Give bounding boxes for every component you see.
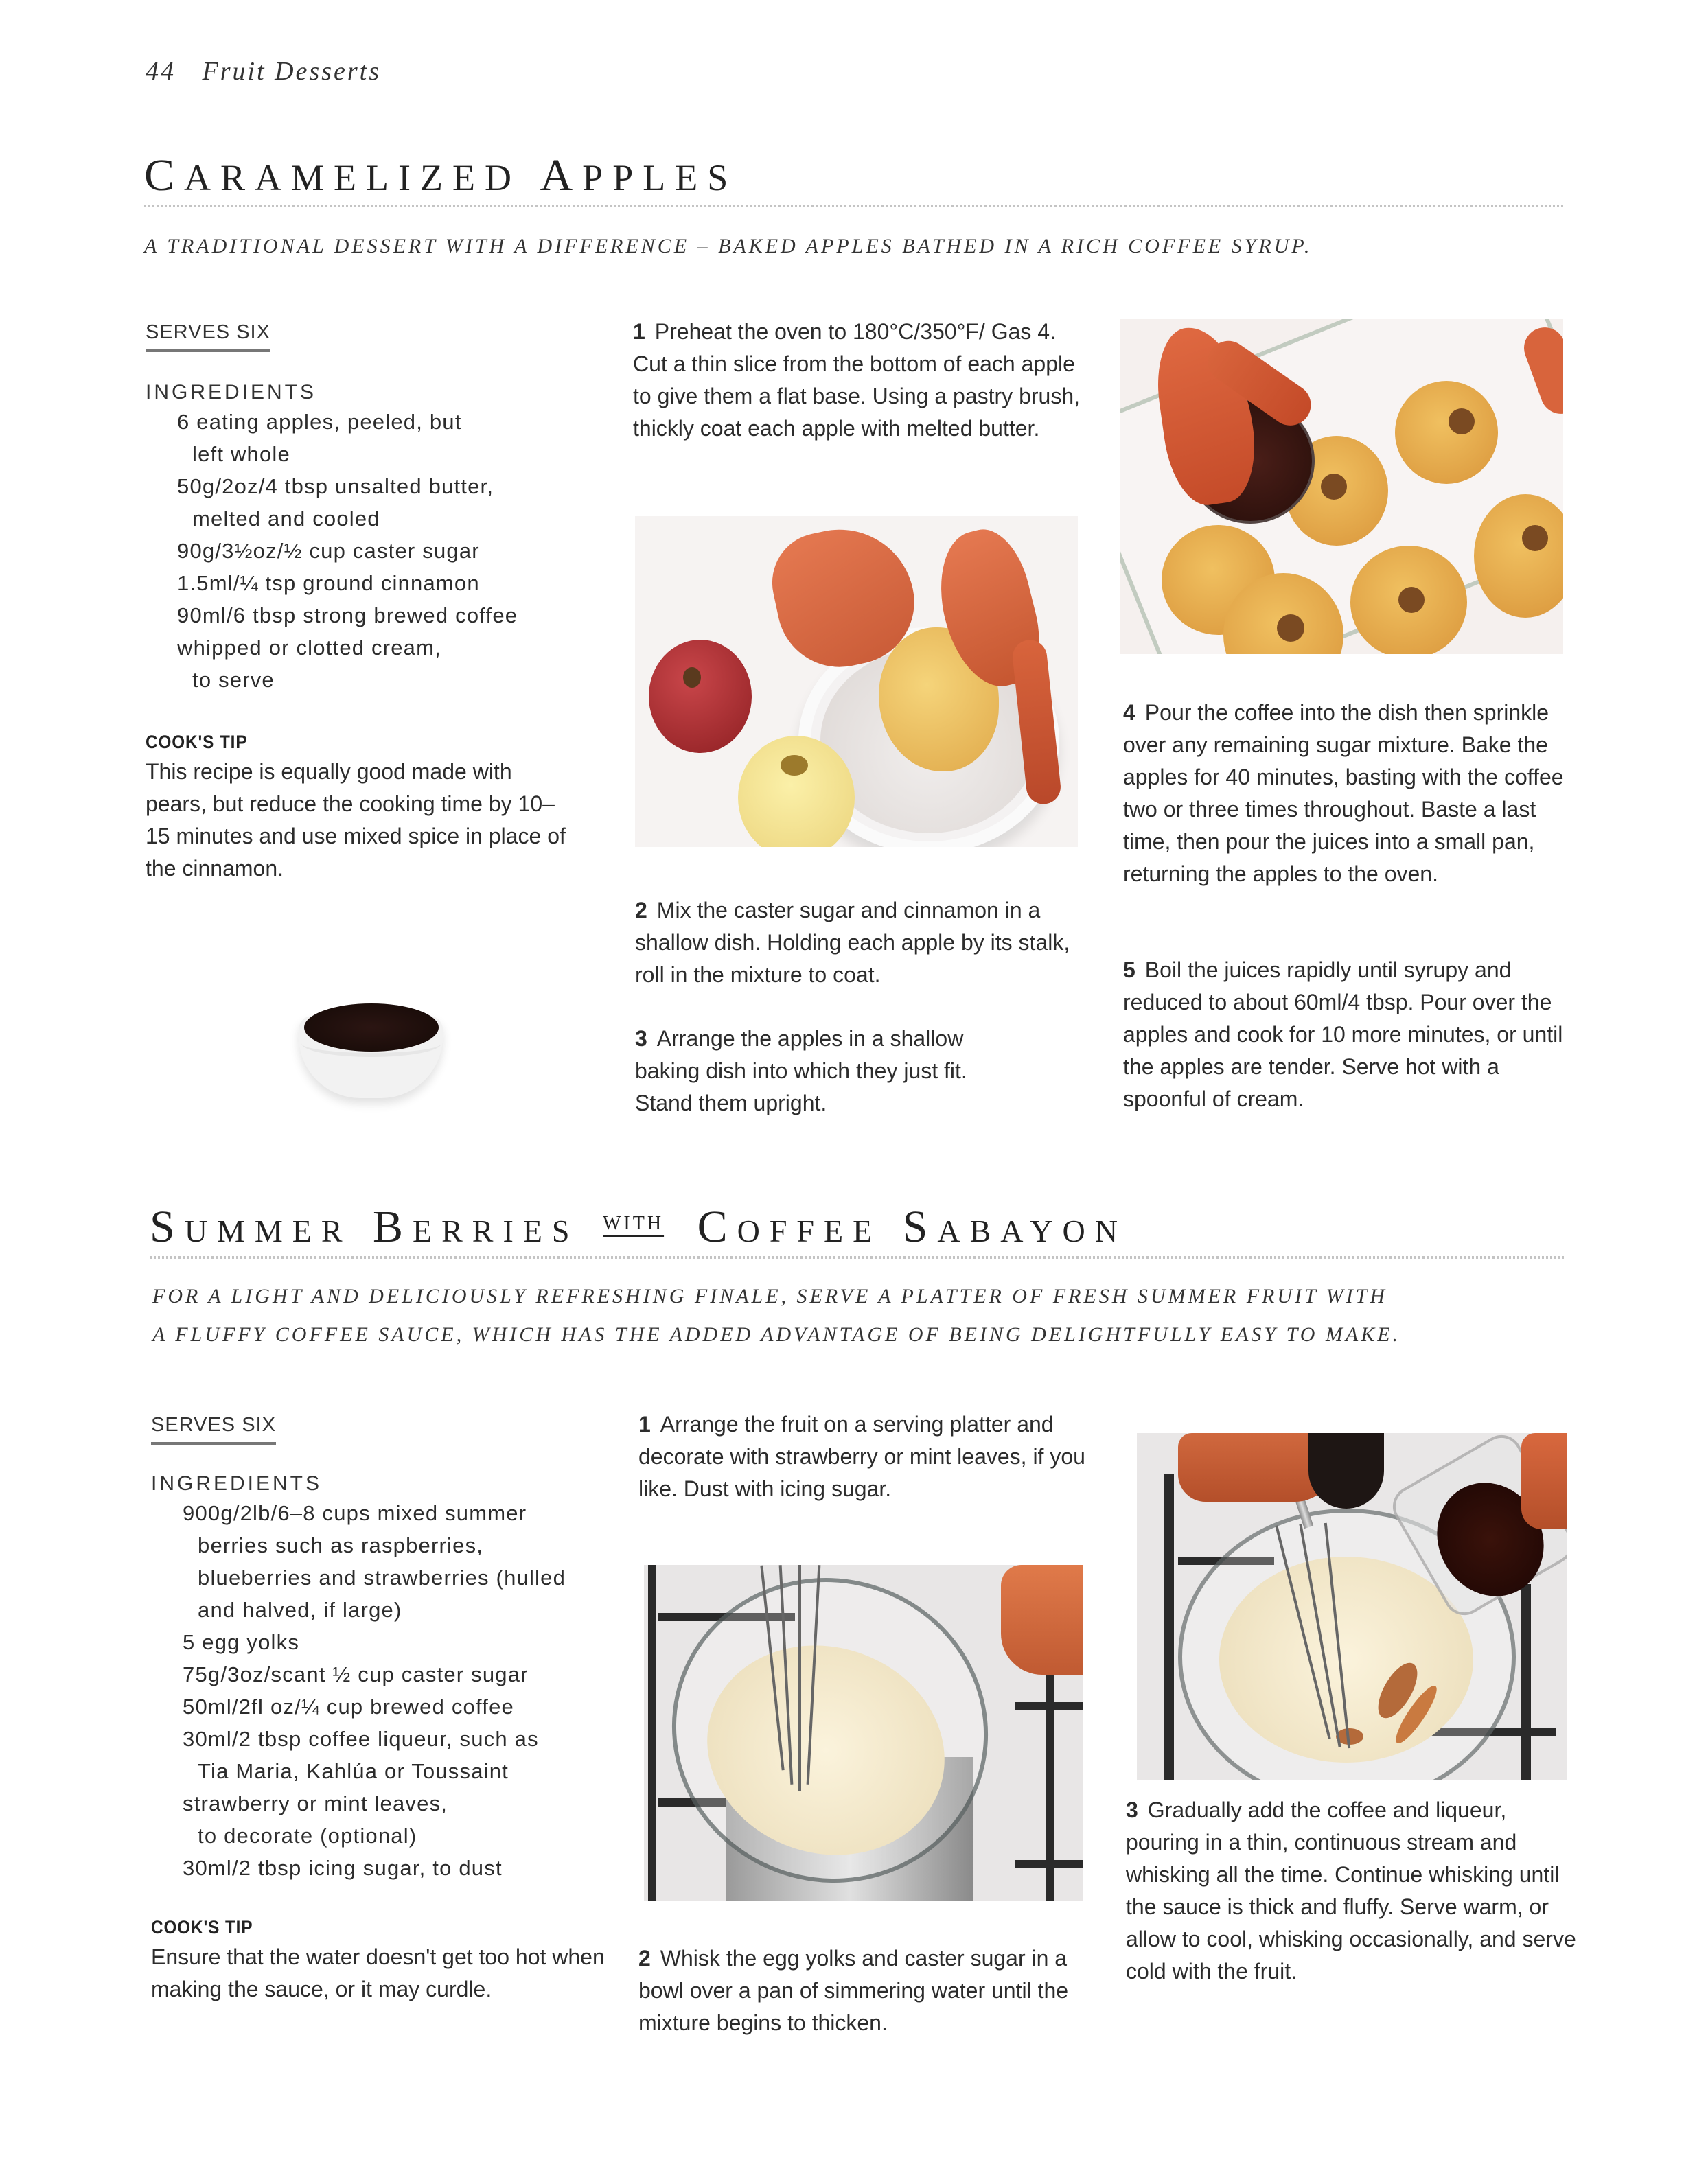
cooks-tip-heading: COOK'S TIP xyxy=(151,1917,253,1938)
running-head xyxy=(146,56,381,86)
title-divider xyxy=(150,1256,1564,1259)
section-name: Fruit Desserts xyxy=(202,57,381,86)
ingredient-item: to serve xyxy=(192,668,275,692)
title-part-right: Coffee Sabayon xyxy=(697,1202,1127,1252)
ingredient-item: 50ml/2fl oz/¼ cup brewed coffee xyxy=(183,1695,514,1719)
cooks-tip-body: Ensure that the water doesn't get too hot when making the sauce, or it may curdle. xyxy=(151,1944,605,2001)
recipe-1-step-2: 2 Mix the caster sugar and cinnamon in a shallow dish. Holding each apple by its stalk, roll in the mixture to coat. xyxy=(635,898,1070,987)
ingredient-item: 900g/2lb/6–8 cups mixed summer xyxy=(183,1501,527,1525)
ingredient-item: and halved, if large) xyxy=(198,1598,402,1622)
recipe-subtitle-line-1: FOR A LIGHT AND DELICIOUSLY REFRESHING FINALE, SERVE A PLATTER OF FRESH SUMMER FRUIT WITH xyxy=(152,1285,1387,1308)
ingredient-item: 6 eating apples, peeled, but xyxy=(177,410,462,434)
ingredient-item: whipped or clotted cream, xyxy=(177,636,441,660)
ingredient-item: 90g/3½oz/½ cup caster sugar xyxy=(177,539,480,563)
recipe-subtitle-line-2: A FLUFFY COFFEE SAUCE, WHICH HAS THE ADDED ADVANTAGE OF BEING DELIGHTFULLY EASY TO MAKE. xyxy=(152,1323,1401,1346)
serves-label: SERVES SIX xyxy=(151,1414,276,1445)
photo-whisking-sabayon xyxy=(644,1565,1083,1901)
photo-rolling-apple-in-sugar xyxy=(635,516,1078,847)
ingredient-item: 1.5ml/¼ tsp ground cinnamon xyxy=(177,571,480,595)
photo-coffee-beans-bowl xyxy=(292,988,457,1119)
ingredient-item: strawberry or mint leaves, xyxy=(183,1791,448,1815)
ingredients-list xyxy=(146,406,585,696)
recipe-1-step-1: 1 Preheat the oven to 180°C/350°F/ Gas 4. Cut a thin slice from the bottom of each apple to give them a flat base. Using a pastry brush, thickly coat each apple with melted butter. xyxy=(633,319,1080,441)
recipe-2-step-3: 3 Gradually add the coffee and liqueur, pouring in a thin, continuous stream and whisking all the time. Continue whisking until the sauce is thick and fluffy. Serve warm, or allow to cool, whisking occasionally, and serve cold with the fruit. xyxy=(1126,1798,1576,1984)
recipe-title-summer-berries xyxy=(150,1201,1127,1253)
ingredients-heading: INGREDIENTS xyxy=(151,1472,323,1495)
ingredient-item: 30ml/2 tbsp icing sugar, to dust xyxy=(183,1856,503,1880)
ingredient-item: 75g/3oz/scant ½ cup caster sugar xyxy=(183,1662,529,1686)
recipe-1-step-3: 3 Arrange the apples in a shallow baking dish into which they just fit. Stand them upright. xyxy=(635,1026,967,1115)
ingredient-item: blueberries and strawberries (hulled xyxy=(198,1566,566,1590)
ingredient-item: 5 egg yolks xyxy=(183,1630,300,1654)
ingredient-item: 90ml/6 tbsp strong brewed coffee xyxy=(177,603,518,627)
title-divider xyxy=(144,205,1564,207)
recipe-1-step-5: 5 Boil the juices rapidly until syrupy and reduced to about 60ml/4 tbsp. Pour over the apples and cook for 10 more minutes, or until the apples are tender. Serve hot with a spoonful of cream. xyxy=(1123,957,1563,1111)
ingredient-item: melted and cooled xyxy=(192,507,380,531)
recipe-1-left-column xyxy=(146,321,585,885)
ingredient-item: Tia Maria, Kahlúa or Toussaint xyxy=(198,1759,509,1783)
cooks-tip-body: This recipe is equally good made with pears, but reduce the cooking time by 10–15 minutes and use mixed spice in place of the cinnamon. xyxy=(146,759,566,881)
title-part-left: Summer Berries xyxy=(150,1202,579,1252)
ingredient-item: 30ml/2 tbsp coffee liqueur, such as xyxy=(183,1727,539,1751)
recipe-2-step-2: 2 Whisk the egg yolks and caster sugar in a bowl over a pan of simmering water until the mixture begins to thicken. xyxy=(638,1946,1069,2035)
photo-pouring-coffee-into-sabayon xyxy=(1137,1433,1567,1780)
page-number: 44 xyxy=(146,57,176,86)
ingredient-item: to decorate (optional) xyxy=(198,1824,417,1848)
photo-pouring-coffee-over-apples xyxy=(1120,319,1563,654)
recipe-title-caramelized-apples: CARAMELIZED APPLES xyxy=(144,150,738,200)
title-part-with: WITH xyxy=(603,1213,665,1234)
recipe-1-step-4: 4 Pour the coffee into the dish then sprinkle over any remaining sugar mixture. Bake the apples for 40 minutes, basting with the coffee two or three times throughout. Baste a last time, then pour the juices into a small pan, returning the apples to the oven. xyxy=(1123,700,1564,886)
ingredient-item: 50g/2oz/4 tbsp unsalted butter, xyxy=(177,474,494,498)
recipe-2-step-1: 1 Arrange the fruit on a serving platter and decorate with strawberry or mint leaves, if you like. Dust with icing sugar. xyxy=(638,1412,1085,1501)
ingredient-item: berries such as raspberries, xyxy=(198,1533,484,1557)
recipe-subtitle: A TRADITIONAL DESSERT WITH A DIFFERENCE – BAKED APPLES BATHED IN A RICH COFFEE SYRUP. xyxy=(144,235,1313,257)
ingredient-item: left whole xyxy=(192,442,290,466)
serves-label: SERVES SIX xyxy=(146,321,270,352)
ingredients-heading: INGREDIENTS xyxy=(146,381,317,404)
ingredients-list xyxy=(151,1497,618,1884)
cooks-tip-heading: COOK'S TIP xyxy=(146,732,248,752)
recipe-2-left-column xyxy=(151,1414,618,2006)
